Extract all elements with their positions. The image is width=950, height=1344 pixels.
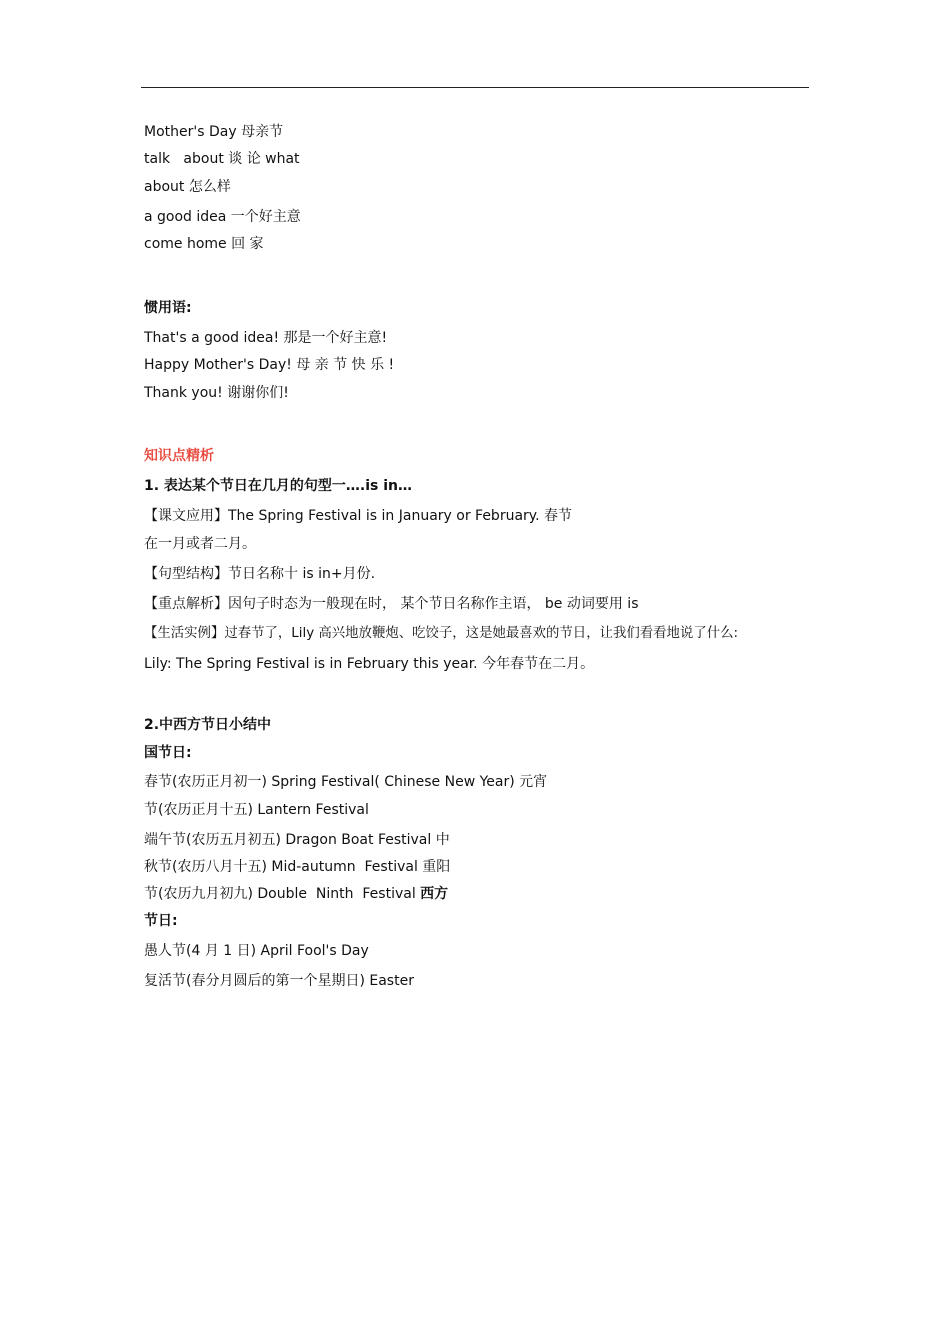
point1-line: 在一月或者二月。 (144, 536, 256, 552)
vocab-line: about 怎么样 (144, 179, 231, 195)
header-rule (141, 87, 809, 88)
national-heading: 国节日: (144, 745, 192, 761)
idioms-heading: 惯用语: (144, 300, 192, 316)
point1-title: 1. 表达某个节日在几月的句型一….is in… (144, 478, 413, 494)
western-inline: 西方 (420, 886, 449, 902)
point1-line: 【句型结构】节日名称十 is in+月份. (144, 566, 376, 582)
idiom-line: Happy Mother's Day! 母 亲 节 快 乐 ! (144, 357, 395, 373)
western-festival-line: 愚人节(4 月 1 日) April Fool's Day (144, 943, 369, 959)
festival-line: 端午节(农历五月初五) Dragon Boat Festival 中 (144, 832, 450, 848)
vocab-line: talk about 谈 论 what (144, 151, 300, 167)
vocab-line: a good idea 一个好主意 (144, 209, 301, 225)
festival-line-with-western (144, 885, 448, 903)
western-festival-line: 复活节(春分月圆后的第一个星期日) Easter (144, 973, 414, 989)
point1-line: Lily: The Spring Festival is in February this year. 今年春节在二月。 (144, 656, 595, 672)
point2-title: 2.中西方节日小结中 (144, 717, 272, 733)
festival-line: 秋节(农历八月十五) Mid-autumn Festival 重阳 (144, 859, 451, 875)
analysis-heading: 知识点精析 (144, 448, 214, 464)
point1-line: 【课文应用】The Spring Festival is in January or February. 春节 (144, 508, 572, 524)
vocab-line: Mother's Day 母亲节 (144, 124, 284, 140)
point1-line: 【生活实例】过春节了，Lily 高兴地放鞭炮、吃饺子，这是她最喜欢的节日，让我们看看地说了什么: (144, 626, 738, 641)
point1-line: 【重点解析】因句子时态为一般现在时， 某个节日名称作主语， be 动词要用 is (144, 596, 639, 612)
festival-line: 节(农历正月十五) Lantern Festival (144, 802, 369, 818)
vocab-line: come home 回 家 (144, 236, 264, 252)
festival-text: 节(农历九月初九) Double Ninth Festival (144, 886, 421, 902)
festival-line: 春节(农历正月初一) Spring Festival( Chinese New Year) 元宵 (144, 774, 548, 790)
idiom-line: That's a good idea! 那是一个好主意! (144, 330, 388, 346)
western-heading: 节日: (144, 913, 178, 929)
idiom-line: Thank you! 谢谢你们! (144, 385, 289, 401)
